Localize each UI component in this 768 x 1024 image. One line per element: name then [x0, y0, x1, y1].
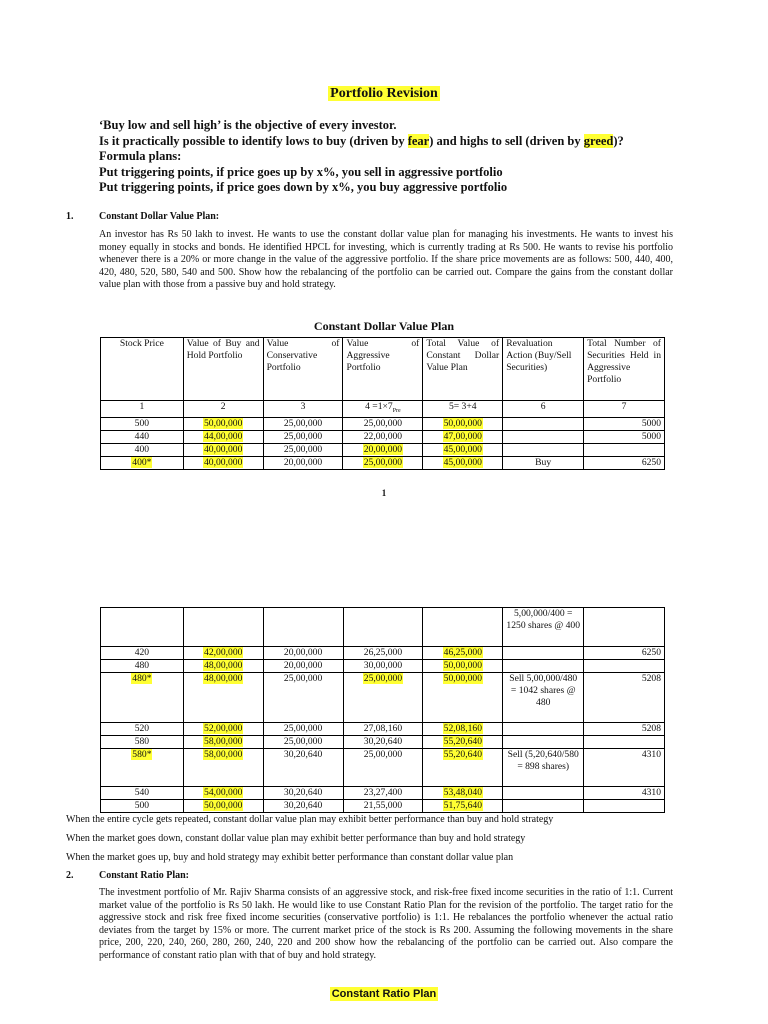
header-stock-price: Stock Price: [101, 338, 184, 401]
section-1-heading: Constant Dollar Value Plan:: [99, 211, 220, 222]
header-conservative: Value of Conservative Portfolio: [263, 338, 343, 401]
table-row: 420 42,00,000 20,00,000 26,25,000 46,25,000 6250: [101, 647, 665, 660]
table-row: 540 54,00,000 30,20,640 23,27,400 53,48,040 4310: [101, 787, 665, 800]
page-title: Portfolio Revision: [330, 86, 438, 101]
note-2: When the market goes down, constant dollar value plan may exhibit better performance than buy and hold strategy: [66, 833, 526, 844]
greed-highlight: greed: [583, 133, 614, 148]
table-row: 400 40,00,000 25,00,000 20,00,000 45,00,000: [101, 443, 665, 456]
note-1: When the entire cycle gets repeated, constant dollar value plan may exhibit better performance than buy and hold strategy: [66, 814, 554, 825]
intro-line-4: Put triggering points, if price goes up by x%, you sell in aggressive portfolio: [99, 164, 503, 179]
table-row: 500 50,00,000 30,20,640 21,55,000 51,75,640: [101, 800, 665, 813]
table-row: 580* 58,00,000 30,20,640 25,00,000 55,20,640 Sell (5,20,640/580 = 898 shares) 4310: [101, 749, 665, 787]
header-aggressive: Value of Aggressive Portfolio: [343, 338, 423, 401]
colnum-cell: 6: [503, 401, 584, 418]
intro-line-3: Formula plans:: [99, 149, 182, 163]
header-total-securities: Total Number of Securities Held in Aggressive Portfolio: [584, 338, 665, 401]
table-row: 520 52,00,000 25,00,000 27,08,160 52,08,160 5208: [101, 723, 665, 736]
section-2-heading: Constant Ratio Plan:: [99, 870, 190, 881]
section-1-number: 1.: [66, 211, 74, 222]
section-2-number: 2.: [66, 870, 74, 881]
intro-block: [99, 118, 624, 196]
note-3: When the market goes up, buy and hold strategy may exhibit better performance than constant dollar value plan: [66, 852, 514, 863]
table-row: 480* 48,00,000 25,00,000 25,00,000 50,00,000 Sell 5,00,000/480 = 1042 shares @ 480 5208: [101, 673, 665, 723]
page-number: 1: [381, 488, 387, 498]
table-row: 500 50,00,000 25,00,000 25,00,000 50,00,000 5000: [101, 417, 665, 430]
colnum-cell: 7: [584, 401, 665, 418]
table-header-row: [101, 338, 665, 401]
colnum-cell: 2: [183, 401, 263, 418]
table-row: 400* 40,00,000 20,00,000 25,00,000 45,00,000 Buy 6250: [101, 456, 665, 469]
constant-ratio-plan-title: Constant Ratio Plan: [331, 988, 437, 1000]
rebalance-buy-note: 5,00,000/400 = 1250 shares @ 400: [503, 608, 584, 647]
intro-line-5: Put triggering points, if price goes down by x%, you buy aggressive portfolio: [99, 180, 508, 194]
intro-line-1: ‘Buy low and sell high’ is the objective of every investor.: [99, 118, 397, 132]
table-row: 480 48,00,000 20,00,000 30,00,000 50,00,000: [101, 660, 665, 673]
section-2-paragraph: The investment portfolio of Mr. Rajiv Sharma consists of an aggressive stock, and risk-free fixed income securities in the ratio of 1:1. Current market value of the portfolio is Rs 50 lakh. He would like to use Constant Ratio Plan for the revision of the portfolio. The target ratio for the aggressive stock and risk free fixed income securities (conservative portfolio) is 1:1. He rebalances the portfolio whenever the actual ratio deviates from the target by 15% or more. The current market price of the stock is Rs 200. Assuming the following movements in the share price, 200, 220, 240, 260, 280, 260, 240, 220 and 200 show how the rebalancing of the portfolio can be carried out. Also compare the performance of constant ratio plan with that of buy and hold strategy.: [99, 887, 673, 961]
table-row: 440 44,00,000 25,00,000 22,00,000 47,00,000 5000: [101, 430, 665, 443]
header-revaluation-action: Revaluation Action (Buy/Sell Securities): [503, 338, 584, 401]
colnum-cell: 5= 3+4: [423, 401, 503, 418]
table-row: [101, 608, 665, 647]
header-total-value: Total Value of Constant Dollar Value Plan: [423, 338, 503, 401]
colnum-subscript: Pre: [392, 407, 401, 414]
header-buy-hold: Value of Buy and Hold Portfolio: [183, 338, 263, 401]
colnum-cell: 1: [101, 401, 184, 418]
constant-dollar-table: [100, 337, 665, 470]
intro-line-2: Is it practically possible to identify lows to buy (driven by fear) and highs to sell (driven by greed)?: [99, 133, 624, 148]
constant-dollar-table-continued: [100, 607, 665, 813]
colnum-cell: $4 =1\times 7_{Pre}$: [343, 401, 423, 418]
colnum-cell: 3: [263, 401, 343, 418]
table-colnum-row: [101, 401, 665, 418]
table-row: 580 58,00,000 25,00,000 30,20,640 55,20,640: [101, 736, 665, 749]
fear-highlight: fear: [407, 133, 430, 148]
table-1-title: Constant Dollar Value Plan: [313, 319, 455, 333]
section-1-paragraph: An investor has Rs 50 lakh to invest. He wants to use the constant dollar value plan for managing his investments. He wants to invest his money equally in stocks and bonds. He identified HPCL for investing, which is currently trading at Rs 500. He wants to revise his portfolio whenever there is a 20% or more change in the value of the aggressive portfolio. If the share price movements are as follows: 500, 440, 400, 420, 480, 520, 580, 540 and 500. Show how the rebalancing of the portfolio can be carried out. Compare the gains from the constant dollar value plan with those from a passive buy and hold strategy.: [99, 229, 673, 291]
